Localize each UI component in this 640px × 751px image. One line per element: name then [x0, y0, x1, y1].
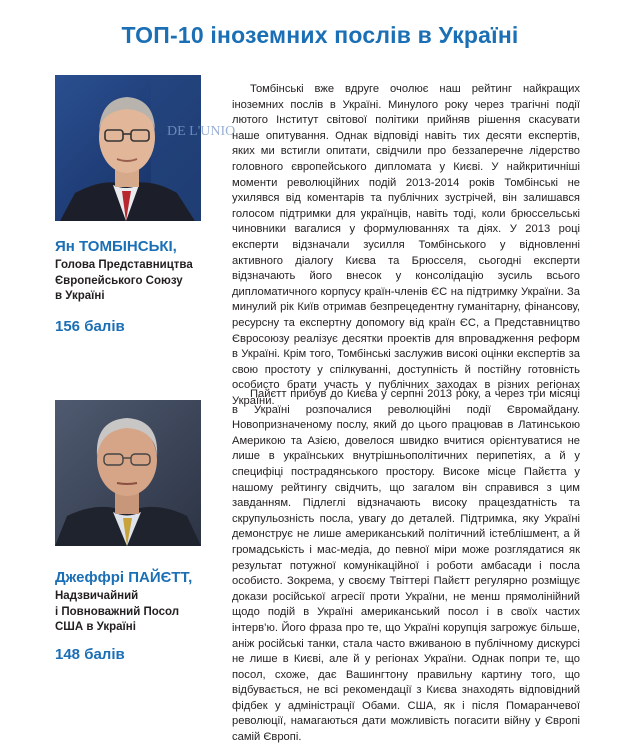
- ambassador-bio-pyatt: Пайєтт прибув до Києва у серпні 2013 року, а через три місяці в Україні розпочалися революційні події Євромайдану. Новопризначеному послу, який до цього працював в Латинською Америкою та Азією, довелося швидко вчитися орієнтуватися не лише в українських внутрішньополітичних перипетіях, а й у специфіці пострадянського простору. Високе місце Пайєтта у нашому рейтингу свідчить, що загалом він справився з цим завданням. Підлеглі відзначають високу працездатність та скрупульозність посла, увагу до деталей. Підтримка, яку Україні демонструє не лише американський політичний істеблішмент, а й громадськість і мас-медіа, до певної міри може розглядатися як результат потужної комунікаційної і роботи амбасади і посла особисто. Зокрема, у своєму Твіттері Пайєтт регулярно розміщує докази російської агресії проти України, не менш прямолінійний щодо подій в Україні американський посол і в своїх частих інтерв’ю. Його фраза про те, що Україні корупція загрожує більше, аніж російські танки, стала часто вживаною в публічному дискурсі не лише в Києві, але й у регіонах України. Однак попри те, що посол, схоже, дає Вашингтону правильну картину того, що відбувається, не всі рекомендації з Києва знаходять відповідний фідбек у адміністрації Обами. США, як і після Помаранчевої революції, намагаються дати можливість погасити війну у Європі самій Європі.: [232, 388, 580, 744]
- position-line: в Україні: [55, 290, 105, 302]
- background-banner-text: DE L'UNIO: [167, 124, 236, 139]
- position-line: Голова Представництва: [55, 259, 193, 271]
- position-line: Європейського Союзу: [55, 274, 183, 287]
- ambassador-name-pyatt: Джеффрі ПАЙЄТТ,: [55, 569, 193, 586]
- portrait-tombinski: [55, 75, 236, 221]
- ambassador-score-pyatt: 148 балів: [55, 646, 125, 663]
- ambassador-score-tombinski: 156 балів: [55, 318, 125, 335]
- portrait-pyatt: [55, 400, 201, 546]
- position-line: США в Україні: [55, 621, 136, 633]
- position-line: Надзвичайний: [55, 590, 139, 602]
- ambassador-name-tombinski: Ян ТОМБІНСЬКІ,: [55, 238, 177, 255]
- ambassador-position-tombinski: [55, 258, 225, 305]
- ambassador-photo-tombinski: [55, 75, 236, 221]
- page-title: ТОП-10 іноземних послів в Україні: [121, 22, 519, 48]
- ambassador-photo-pyatt: [55, 400, 201, 546]
- position-line: і Повноважний Посол: [55, 605, 180, 618]
- ambassador-bio-tombinski: Томбінські вже вдруге очолює наш рейтинг найкращих іноземних послів в Україні. Минулого року через трагічні події лютого Інститут світової політики прийняв рішення скасувати наше опитування. Однак відповіді навіть тих десяти експертів, яких ми встигли опитати, свідчили про беззаперечне лідерство головного європейського дипломата у Києві. У найкритичніші моменти революційних подій 2013-2014 років Томбінські не ухилявся від коментарів та публічних зустрічей, він залишався голосом підтримки для українців, навіть тоді, коли брюссельські чиновники вагалися у формулюваннях та діях. У 2013 році експерти відзначали зусилля Томбінського у відновленні активного діалогу Києва та Брюсселя, сьогодні експерти відзначають його внесок у консолідацію зусиль всього дипломатичного корпусу країн-членів ЄС на підтримку України. За минулий рік Київ отримав безпрецедентну гуманітарну, фінансову, ресурсну та експертну допомогу від країн ЄС, а Представництво Євросоюзу реалізує десятки проектів для впровадження реформ в Україні. Крім того, Томбінські заслужив високі оцінки експертів за свою простоту у спілкуванні, доступність й постійну готовність особисто брати участь у публічних заходах в різних регіонах України.: [232, 83, 580, 407]
- ambassador-position-pyatt: [55, 589, 225, 636]
